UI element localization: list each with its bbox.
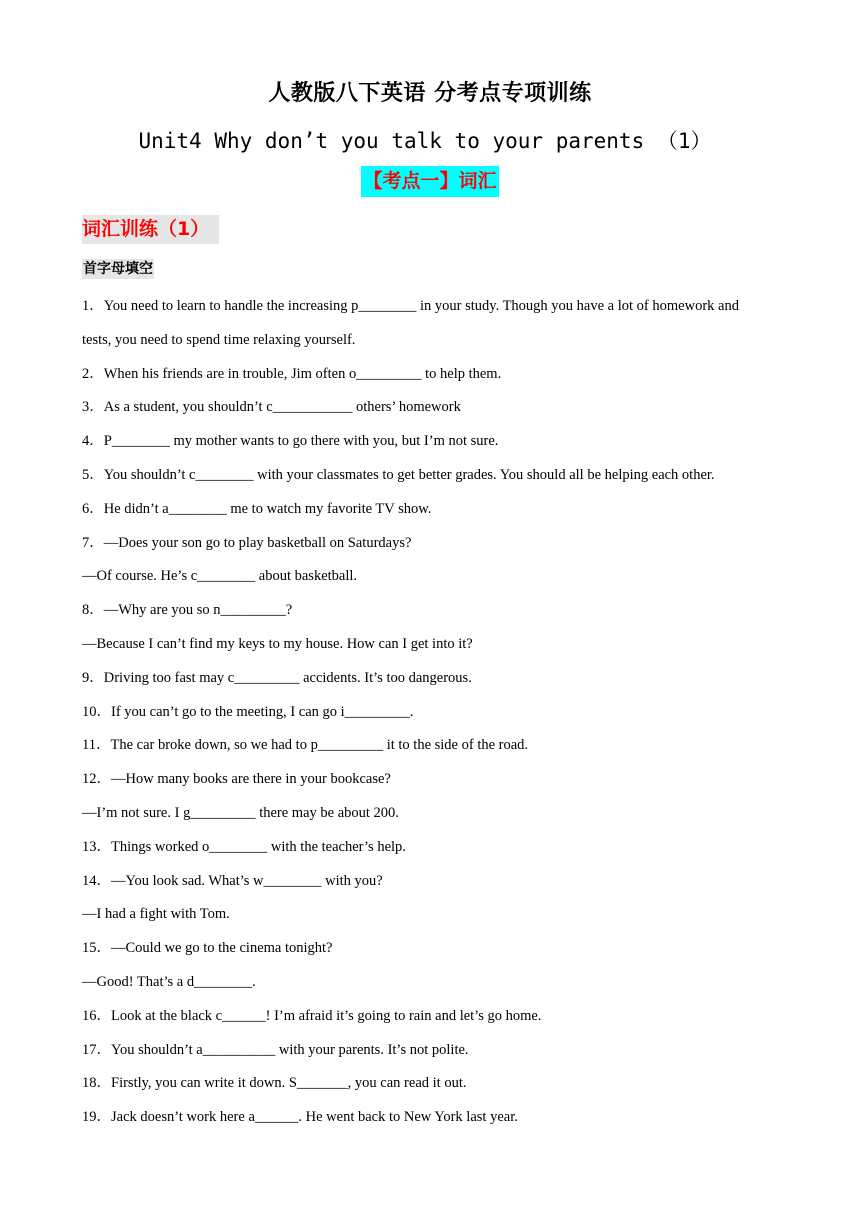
question-list xyxy=(82,290,782,1135)
kaodian-heading-wrap xyxy=(0,166,860,197)
question-line: —Of course. He’s c________ about basketball. xyxy=(82,568,358,585)
question-line: 17．You shouldn’t a__________ with your parents. It’s not polite. xyxy=(82,1041,469,1058)
question-line: 10．If you can’t go to the meeting, I can go i_________. xyxy=(82,703,414,720)
question-line: 18．Firstly, you can write it down. S_______, you can read it out. xyxy=(82,1075,467,1092)
question-line: —I had a fight with Tom. xyxy=(82,906,230,923)
document-subtitle: Unit4 Why don’t you talk to your parents （1） xyxy=(138,129,712,153)
question-line: 8．—Why are you so n_________? xyxy=(82,602,293,619)
subsection-title: 首字母填空 xyxy=(83,261,153,277)
document-title: 人教版八下英语 分考点专项训练 xyxy=(268,81,592,106)
section-title: 词汇训练（1） xyxy=(82,215,219,244)
question-line: 19．Jack doesn’t work here a______. He went back to New York last year. xyxy=(82,1109,518,1126)
question-line: 11．The car broke down, so we had to p_________ it to the side of the road. xyxy=(82,737,529,754)
question-line: 1．You need to learn to handle the increasing p________ in your study. Though you have a lot of homework and xyxy=(82,298,739,314)
question-line: tests, you need to spend time relaxing yourself. xyxy=(82,331,356,348)
question-line: 4．P________ my mother wants to go there with you, but I’m not sure. xyxy=(82,433,499,450)
question-line: 9．Driving too fast may c_________ accidents. It’s too dangerous. xyxy=(82,669,472,686)
question-line: —Good! That’s a d________. xyxy=(82,973,256,990)
question-line: —Because I can’t find my keys to my house. How can I get into it? xyxy=(82,635,473,652)
question-line: —I’m not sure. I g_________ there may be about 200. xyxy=(82,804,399,821)
question-line: 5．You shouldn’t c________ with your classmates to get better grades. You should all be helping each other. xyxy=(82,466,715,483)
question-line: 3．As a student, you shouldn’t c___________ others’ homework xyxy=(82,399,461,416)
question-line: 16．Look at the black c______! I’m afraid it’s going to rain and let’s go home. xyxy=(82,1007,542,1024)
question-line: 6．He didn’t a________ me to watch my favorite TV show. xyxy=(82,500,432,517)
question-line: 14．—You look sad. What’s w________ with you? xyxy=(82,872,383,889)
question-line: 7．—Does your son go to play basketball on Saturdays? xyxy=(82,534,412,551)
question-line: 13．Things worked o________ with the teacher’s help. xyxy=(82,838,406,855)
question-line: 12．—How many books are there in your bookcase? xyxy=(82,771,391,788)
question-line: 2．When his friends are in trouble, Jim often o_________ to help them. xyxy=(82,365,502,382)
kaodian-heading: 【考点一】词汇 xyxy=(361,166,498,197)
question-line: 15．—Could we go to the cinema tonight? xyxy=(82,940,333,957)
